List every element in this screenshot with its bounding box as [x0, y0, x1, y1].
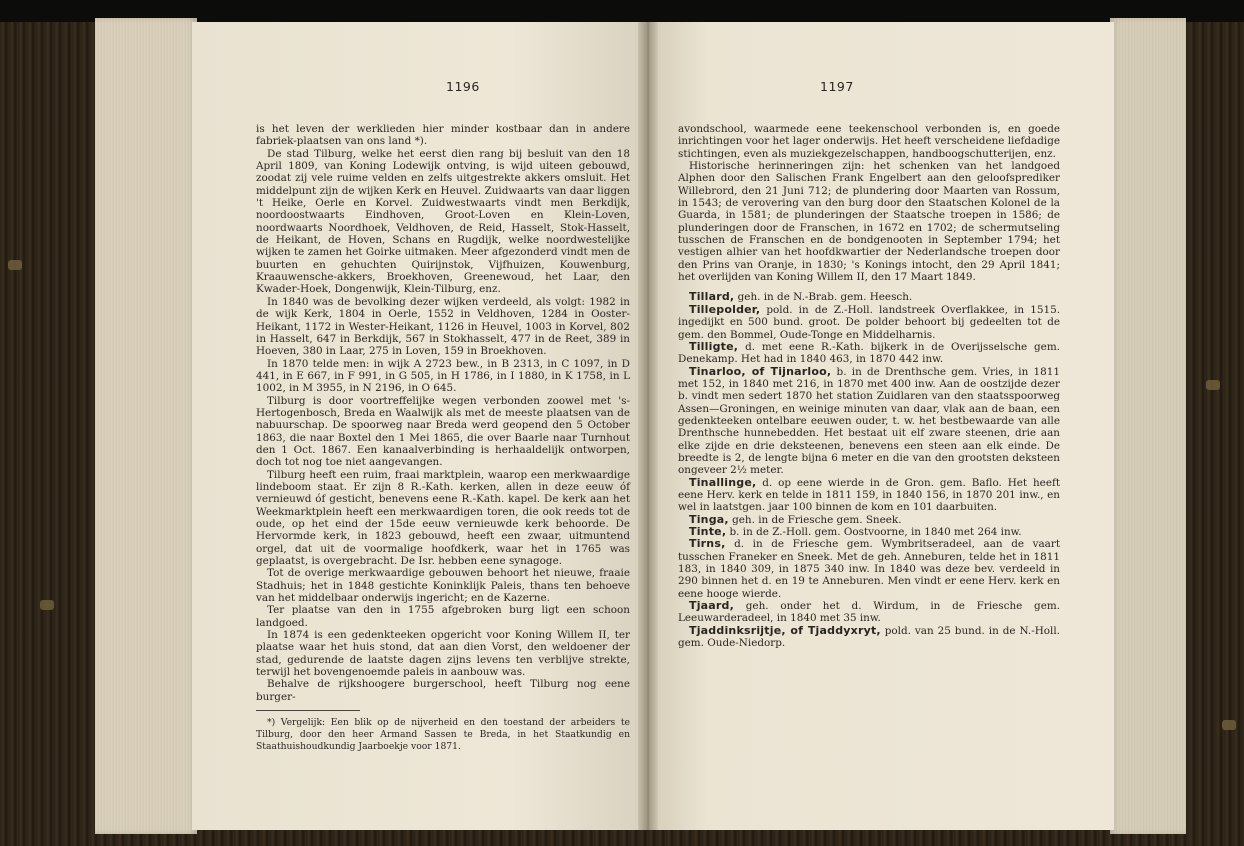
entry-text: d. met eene R.-Kath. bijkerk in de Overijsselsche gem. Denekamp. Het had in 1840 463, in 1870 442 inw. [678, 340, 1060, 366]
entry-text: d. in de Friesche gem. Wymbritseradeel, aan de vaart tusschen Franeker en Sneek. Met de geh. Anneburen, telde het in 1811 183, in 1840 309, in 1875 340 inw. In 1840 was deze bev. verdeeld in 290 binnen het d. en 19 te Anneburen. Men vindt er eene Herv. kerk en eene hooge wierde. [678, 538, 1060, 600]
paragraph: Behalve de rijkshoogere burgerschool, heeft Tilburg nog eene burger- [256, 678, 630, 703]
left-page-number: 1196 [446, 79, 480, 94]
paragraph: In 1840 was de bevolking dezer wijken verdeeld, als volgt: 1982 in de wijk Kerk, 1804 in Oerle, 1552 in Veldhoven, 1284 in Ooster-Heikant, 1172 in Wester-Heikant, 1126 in Heuvel, 1003 in Korvel, 802 in Hasselt, 647 in Berkdijk, 567 in Stokhasselt, 477 in de Reet, 389 in Hoeven, 380 in Laar, 275 in Loven, 159 in Broekhoven. [256, 295, 630, 358]
paragraph: Tot de overige merkwaardige gebouwen behoort het nieuwe, fraaie Stadhuis; het in 1848 gestichte Koninklijk Paleis, thans ten behoeve van het middelbaar onderwijs ingericht; en de Kazerne. [256, 567, 630, 605]
entry-text: pold. in de Z.-Holl. landstreek Overflakkee, in 1515. ingedijkt en 500 bund. groot. De polder behoort bij gedeelten tot de gem. den Bommel, Oude-Tonge en Middelharnis. [678, 303, 1060, 341]
entry-tinte [678, 526, 1060, 538]
paragraph: Ter plaatse van den in 1755 afgebroken burg ligt een schoon landgoed. [256, 604, 630, 629]
entry-term: Tinga, [689, 512, 729, 526]
entry-tjaard [678, 600, 1060, 625]
right-page-number: 1197 [820, 79, 854, 94]
footnote: *) Vergelijk: Een blik op de nijverheid en den toestand der arbeiders te Tilburg, door den heer Armand Sassen te Breda, in het Staatkundig en Staathuishoudkundig Jaarboekje voor 1871. [256, 717, 630, 753]
entry-text: b. in de Z.-Holl. gem. Oostvoorne, in 1840 met 264 inw. [729, 526, 1022, 538]
entry-term: Tillard, [689, 290, 735, 304]
entry-tinallinge [678, 477, 1060, 514]
entry-tinga [678, 514, 1060, 526]
left-page-text [256, 123, 630, 753]
paragraph: Tilburg is door voortreffelijke wegen verbonden zoowel met 's-Hertogenbosch, Breda en Waalwijk als met de meeste plaatsen van de nabuurschap. De spoorweg naar Breda werd geopend den 5 October 1863, die naar Boxtel den 1 Mei 1865, die over Baarle naar Turnhout den 1 Oct. 1867. Een kanaalverbinding is herhaaldelijk ontworpen, doch tot nog toe niet aangevangen. [256, 394, 630, 469]
entry-term: Tjaddinksrijtje, of Tjaddyxryt, [689, 623, 881, 637]
entry-tirns [678, 538, 1060, 600]
entry-term: Tirns, [689, 537, 726, 551]
book-gutter [638, 22, 658, 830]
entry-text: geh. in de Friesche gem. Sneek. [732, 513, 902, 526]
paragraph: In 1874 is een gedenkteeken opgericht voor Koning Willem II, ter plaatse waar het huis stond, dat aan dien Vorst, den weldoener der stad, gedurende de laatste dagen zijns levens ten verblijve strekte, terwijl het bovengenoemde paleis in aanbouw was. [256, 629, 630, 679]
paragraph: Historische herinneringen zijn: het schenken van het landgoed Alphen door den Salischen Frank Engelbert aan den geloofsprediker Willebrord, den 21 Juni 712; de plundering door Maarten van Rossum, in 1543; de verovering van den burg door den Staatschen Kolonel de la Guarda, in 1581; de plunderingen der Staatsche troepen in 1586; de plunderingen door de Franschen, in 1672 en 1702; de schermutseling tusschen de Franschen en de bondgenooten in September 1794; het vestigen alhier van het hoofdkwartier der Nederlandsche troepen door den Prins van Oranje, in 1830; 's Konings intocht, den 29 April 1841; het overlijden van Koning Willem II, den 17 Maart 1849. [678, 160, 1060, 284]
entry-tjaddinksrijtje [678, 625, 1060, 650]
paragraph: De stad Tilburg, welke het eerst dien rang bij besluit van den 18 April 1809, van Koning Lodewijk ontving, is wijd uiteen gebouwd, zoodat zij vele ruime velden en zelfs uitgestrekte akkers omsluit. Het middelpunt zijn de wijken Kerk en Heuvel. Zuidwaarts van daar liggen 't Heike, Oerle en Korvel. Zuidwestwaarts vindt men Berkdijk, noordoostwaarts Eindhoven, Groot-Loven en Klein-Loven, noordwaarts Noordhoek, Veldhoven, de Reid, Hasselt, Stok-Hasselt, de Heikant, de Hoven, Schans en Rugdijk, welke noordwestelijke wijken te zamen het Goirke uitmaken. Meer afgezonderd vindt men de buurten en gehuchten Quirijnstok, Vijfhuizen, Kouwenburg, Kraauwensche-akkers, Broekhoven, Greenewoud, het Laar, den Kwader-Hoek, Dongenwijk, Klein-Tilburg, enz. [256, 147, 630, 296]
left-page-edges [95, 18, 197, 834]
entry-term: Tinarloo, of Tijnarloo, [689, 364, 832, 378]
entry-term: Tjaard, [689, 599, 734, 613]
paragraph: is het leven der werklieden hier minder kostbaar dan in andere fabriek-plaatsen van ons land *). [256, 123, 630, 148]
cover-mark [1222, 720, 1236, 730]
paragraph: avondschool, waarmede eene teekenschool verbonden is, en goede inrichtingen voor het lager onderwijs. Het heeft verscheidene liefdadige stichtingen, even als muziekgezelschappen, handboogschutterijen, enz. [678, 123, 1060, 160]
entry-tilligte [678, 341, 1060, 366]
entry-text: geh. onder het d. Wirdum, in de Friesche gem. Leeuwarderadeel, in 1840 met 35 inw. [678, 600, 1060, 625]
footnote-rule [256, 710, 360, 711]
cover-mark [1206, 380, 1220, 390]
entry-term: Tinte, [689, 525, 727, 538]
cover-mark [40, 600, 54, 610]
right-page-text [678, 123, 1060, 649]
entry-term: Tillepolder, [689, 302, 761, 316]
entry-term: Tilligte, [689, 339, 739, 353]
entry-text: d. op eene wierde in de Gron. gem. Baflo. Het heeft eene Herv. kerk en telde in 1811 159, in 1840 156, in 1870 201 inw., en wel in laatstgen. jaar 100 binnen de kom en 101 daarbuiten. [678, 476, 1060, 514]
entry-text: pold. van 25 bund. in de N.-Holl. gem. Oude-Niedorp. [678, 624, 1060, 650]
cover-mark [8, 260, 22, 270]
entry-text: b. in de Drenthsche gem. Vries, in 1811 met 152, in 1840 met 216, in 1870 met 400 inw. Aan de oostzijde dezer b. vindt men sedert 1870 het station Zuidlaren van den staatsspoorweg Assen—Groningen, en weinige minuten van daar, vlak aan de baan, een gedenkteeken ontelbare eeuwen ouder, t. w. het bestbewaarde van alle Drenthsche hunnebedden. Het bestaat uit elf zware steenen, drie aan elke zijde en drie deksteenen, benevens een steen aan elk einde. De breedte is 2, de lengte bijna 6 meter en die van den grootsten deksteen ongeveer 2½ meter. [678, 365, 1061, 477]
paragraph: In 1870 telde men: in wijk A 2723 bew., in B 2313, in C 1097, in D 441, in E 667, in F 991, in G 505, in H 1786, in I 1880, in K 1758, in L 1002, in M 3955, in N 2196, in O 645. [256, 357, 630, 395]
entry-tillepolder [678, 304, 1060, 341]
right-page-edges [1110, 18, 1186, 834]
entry-tinarloo [678, 366, 1060, 477]
entry-term: Tinallinge, [689, 475, 757, 489]
paragraph: Tilburg heeft een ruim, fraai marktplein, waarop een merkwaardige lindeboom staat. Er zijn 8 R.-Kath. kerken, allen in deze eeuw óf vernieuwd óf gesticht, benevens eene R.-Kath. kapel. De kerk aan het Weekmarktplein heeft een merkwaardigen toren, die ook reeds tot de oude, op het eind der 15de eeuw vernieuwde kerk behoorde. De Hervormde kerk, in 1823 gebouwd, heeft een zwaar, uitmuntend orgel, dat uit de voormalige hoofdkerk, waar het in 1765 was geplaatst, is overgebracht. De Isr. hebben eene synagoge. [256, 468, 630, 568]
entry-text: geh. in de N.-Brab. gem. Heesch. [737, 291, 913, 304]
